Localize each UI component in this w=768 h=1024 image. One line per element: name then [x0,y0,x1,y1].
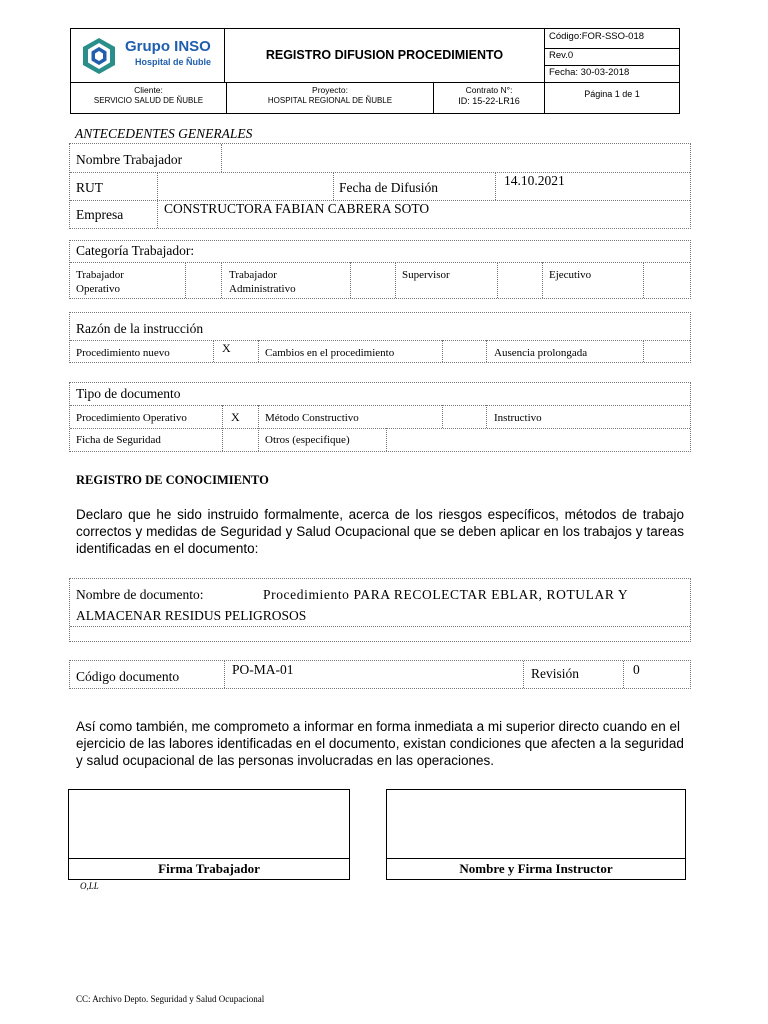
firma-instructor-box[interactable] [386,789,686,880]
categoria-ejecutivo-checkbox[interactable] [644,263,689,297]
fecha-difusion-field[interactable]: 14.10.2021 [504,173,565,188]
categoria-operativo-l1: Trabajador [76,269,124,281]
razon-cambios-checkbox[interactable] [443,341,485,361]
tipo-title: Tipo de documento [76,386,181,401]
nombre-documento-box [69,578,691,642]
categoria-operativo-l2: Operativo [76,283,120,295]
codigo-documento-value[interactable]: PO-MA-01 [232,662,294,677]
categoria-operativo-checkbox[interactable] [186,263,220,297]
razon-cambios: Cambios en el procedimiento [265,347,395,359]
firma-mark: O,LL [80,881,99,891]
razon-nuevo-checkbox[interactable]: X [222,341,231,355]
categoria-administrativo-checkbox[interactable] [351,263,394,297]
rut-label: RUT [76,180,103,195]
categoria-table [69,240,691,299]
declaro-paragraph: Declaro que he sido instruido formalmente, acerca de los riesgos específicos, métodos de trabajo correctos y medidas de Seguridad y Salud Ocupacional que se deben aplicar en los trabajos y tareas identificadas en el documento: [76,507,684,556]
contrato-label: Contrato N°: [465,85,513,95]
nombre-trabajador-label: Nombre Trabajador [76,152,183,167]
tipo-operativo-checkbox[interactable]: X [231,410,240,424]
firma-instructor-label: Nombre y Firma Instructor [459,861,613,876]
categoria-supervisor-checkbox[interactable] [498,263,541,297]
tipo-metodo: Método Constructivo [265,412,359,424]
revision-label: Revisión [531,666,580,681]
tipo-metodo-checkbox[interactable] [443,406,485,427]
categoria-administrativo-l2: Administrativo [229,283,296,295]
company-logo [77,35,219,77]
empresa-field[interactable]: CONSTRUCTORA FABIAN CABRERA SOTO [164,201,430,216]
cliente-label: Cliente: [134,85,163,95]
nombre-documento-value-2[interactable]: ALMACENAR RESIDUS PELIGROSOS [76,608,307,623]
rut-field[interactable] [162,174,330,198]
categoria-title: Categoría Trabajador: [76,243,195,258]
razon-nuevo: Procedimiento nuevo [76,347,170,359]
page-number: Página 1 de 1 [584,89,640,99]
form-title: REGISTRO DIFUSION PROCEDIMIENTO [265,48,504,62]
tipo-ficha: Ficha de Seguridad [76,434,161,446]
form-code: Código:FOR-SSO-018 [549,31,645,42]
tipo-otros-field[interactable] [388,429,688,450]
tipo-operativo: Procedimiento Operativo [76,412,187,424]
codigo-documento-box [69,660,691,689]
compromiso-paragraph: Así como también, me comprometo a informar en forma inmediata a mi superior directo cuando en el ejercicio de las labores identificadas en el documento, existan condiciones que afecten a la seguridad y salud ocupacional de las personas involucradas en las operaciones. [76,719,684,768]
tipo-ficha-checkbox[interactable] [223,429,257,450]
firma-trabajador-box[interactable] [68,789,350,880]
antecedentes-table [69,143,691,229]
form-date: Fecha: 30-03-2018 [549,67,630,78]
codigo-documento-label: Código documento [76,669,180,684]
razon-table [69,312,691,363]
proyecto-label: Proyecto: [312,85,348,95]
tipo-documento-table [69,382,691,452]
categoria-supervisor: Supervisor [402,269,450,281]
nombre-trabajador-field[interactable] [225,146,685,170]
tipo-instructivo: Instructivo [494,412,542,424]
razon-ausencia-checkbox[interactable] [644,341,689,361]
nombre-documento-value-1[interactable]: Procedimiento PARA RECOLECTAR EBLAR, ROTULAR Y [263,587,629,602]
categoria-ejecutivo: Ejecutivo [549,269,592,281]
hexagon-logo-icon [79,36,119,76]
document-header [70,28,680,114]
nombre-documento-label: Nombre de documento: [76,587,204,602]
antecedentes-title: ANTECEDENTES GENERALES [75,126,253,141]
revision-value[interactable]: 0 [633,662,640,677]
logo-sub: Hospital de Ñuble [135,57,212,67]
cliente-value: SERVICIO SALUD DE ÑUBLE [93,96,204,105]
razon-title: Razón de la instrucción [76,321,204,336]
razon-ausencia: Ausencia prolongada [494,347,588,359]
empresa-label: Empresa [76,207,124,222]
fecha-difusion-label: Fecha de Difusión [339,180,438,195]
footer-cc: CC: Archivo Depto. Seguridad y Salud Ocupacional [76,994,265,1004]
proyecto-value: HOSPITAL REGIONAL DE ÑUBLE [267,96,393,105]
tipo-otros: Otros (especifique) [265,434,350,446]
contrato-value: ID: 15-22-LR16 [458,96,520,106]
firma-trabajador-label: Firma Trabajador [158,861,260,876]
categoria-administrativo-l1: Trabajador [229,269,277,281]
logo-brand: Grupo INSO [125,38,211,55]
registro-title: REGISTRO DE CONOCIMIENTO [76,473,269,487]
form-rev: Rev.0 [549,50,574,61]
